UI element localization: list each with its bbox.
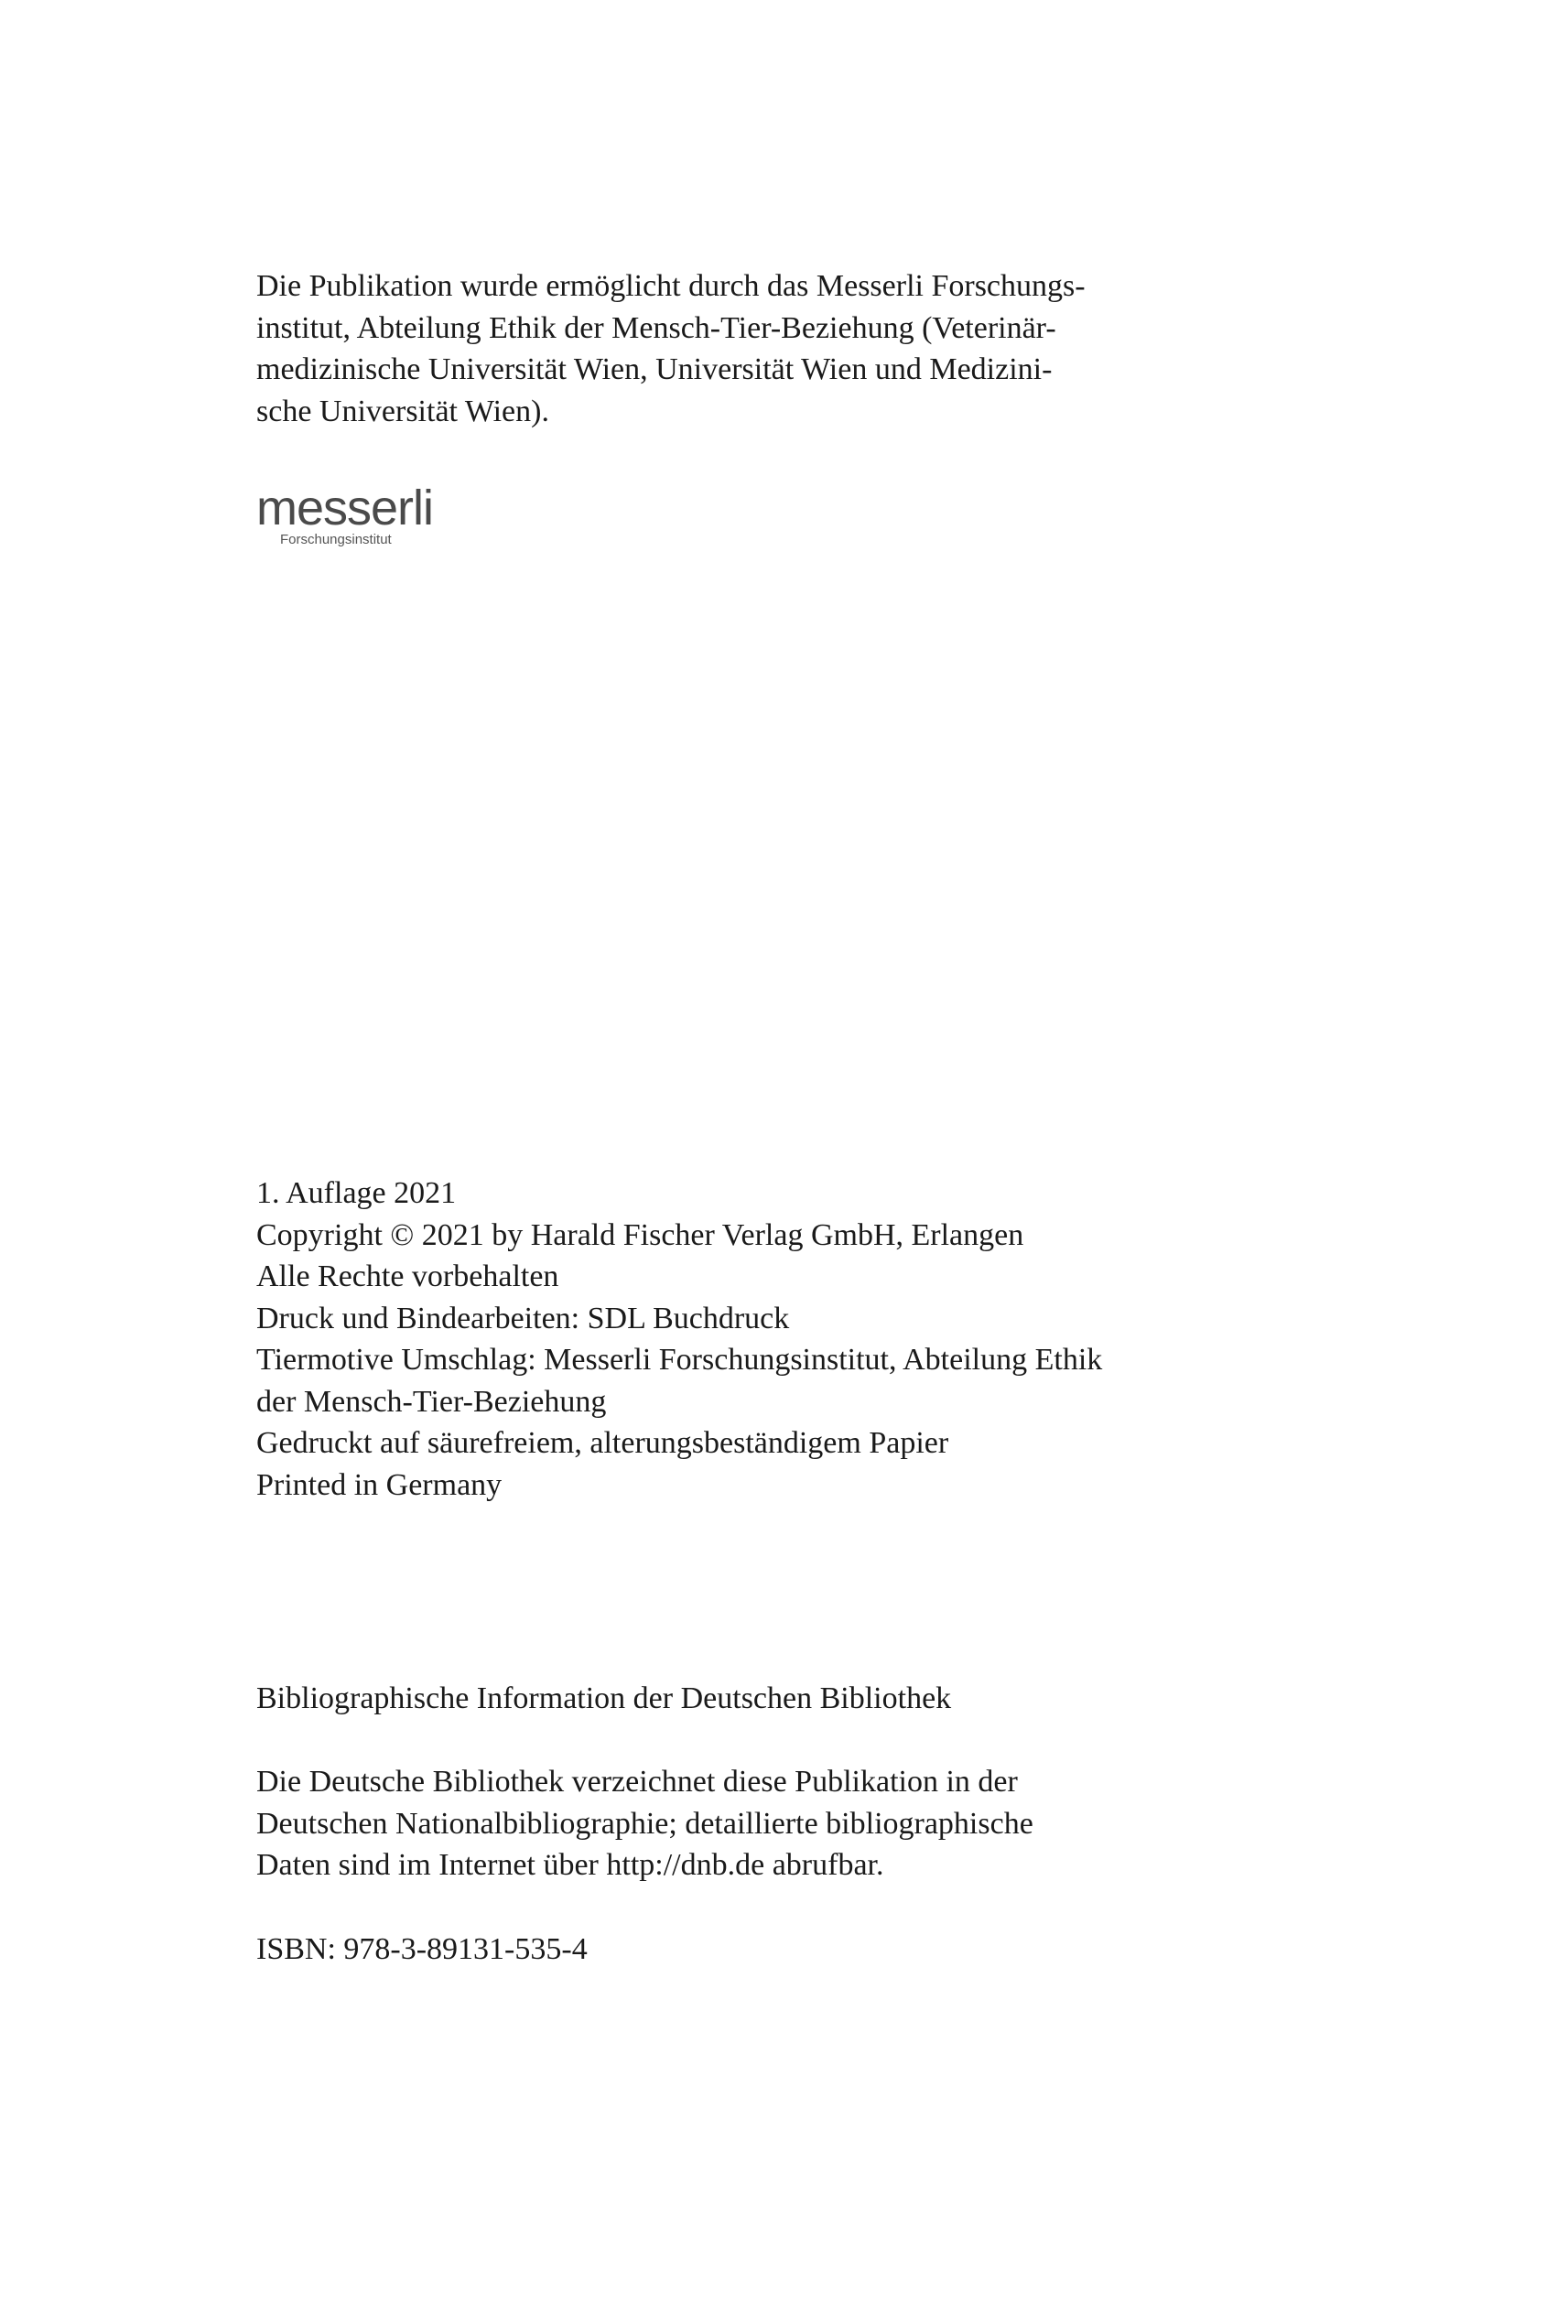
funding-note-line: medizinische Universität Wien, Universität Wien und Medizini- [256,352,1053,386]
isbn-text: ISBN: 978-3-89131-535-4 [256,1932,588,1966]
funding-note-line: Die Publikation wurde ermöglicht durch das Messerli Forschungs- [256,269,1086,303]
bibliography-line: Deutschen Nationalbibliographie; detaillierte bibliographische [256,1806,1033,1841]
imprint-line: Druck und Bindearbeiten: SDL Buchdruck [256,1301,790,1335]
messerli-logo [256,483,439,557]
funding-note-line: sche Universität Wien). [256,394,549,428]
imprint-line: Copyright © 2021 by Harald Fischer Verlag GmbH, Erlangen [256,1217,1024,1252]
imprint-line: Gedruckt auf säurefreiem, alterungsbeständigem Papier [256,1426,949,1460]
imprint-line: Tiermotive Umschlag: Messerli Forschungsinstitut, Abteilung Ethik [256,1343,1103,1377]
imprint-line: Printed in Germany [256,1467,503,1502]
imprint-line: 1. Auflage 2021 [256,1176,457,1210]
funding-note [256,265,1263,432]
funding-note-line: institut, Abteilung Ethik der Mensch-Tier-Beziehung (Veterinär- [256,310,1056,345]
imprint-block [256,1173,1263,1506]
bibliography-heading-text: Bibliographische Information der Deutschen Bibliothek [256,1681,952,1715]
logo-subtitle: Forschungsinstitut [280,532,392,547]
imprint-line: der Mensch-Tier-Beziehung [256,1384,607,1419]
logo-wordmark: messerli [256,481,434,535]
imprint-line: Alle Rechte vorbehalten [256,1259,559,1293]
bibliography-text [256,1761,1263,1886]
bibliography-line: Daten sind im Internet über http://dnb.de abrufbar. [256,1848,884,1882]
bibliography-heading [256,1678,1263,1720]
bibliography-line: Die Deutsche Bibliothek verzeichnet diese Publikation in der [256,1765,1018,1799]
isbn [256,1929,1263,1971]
